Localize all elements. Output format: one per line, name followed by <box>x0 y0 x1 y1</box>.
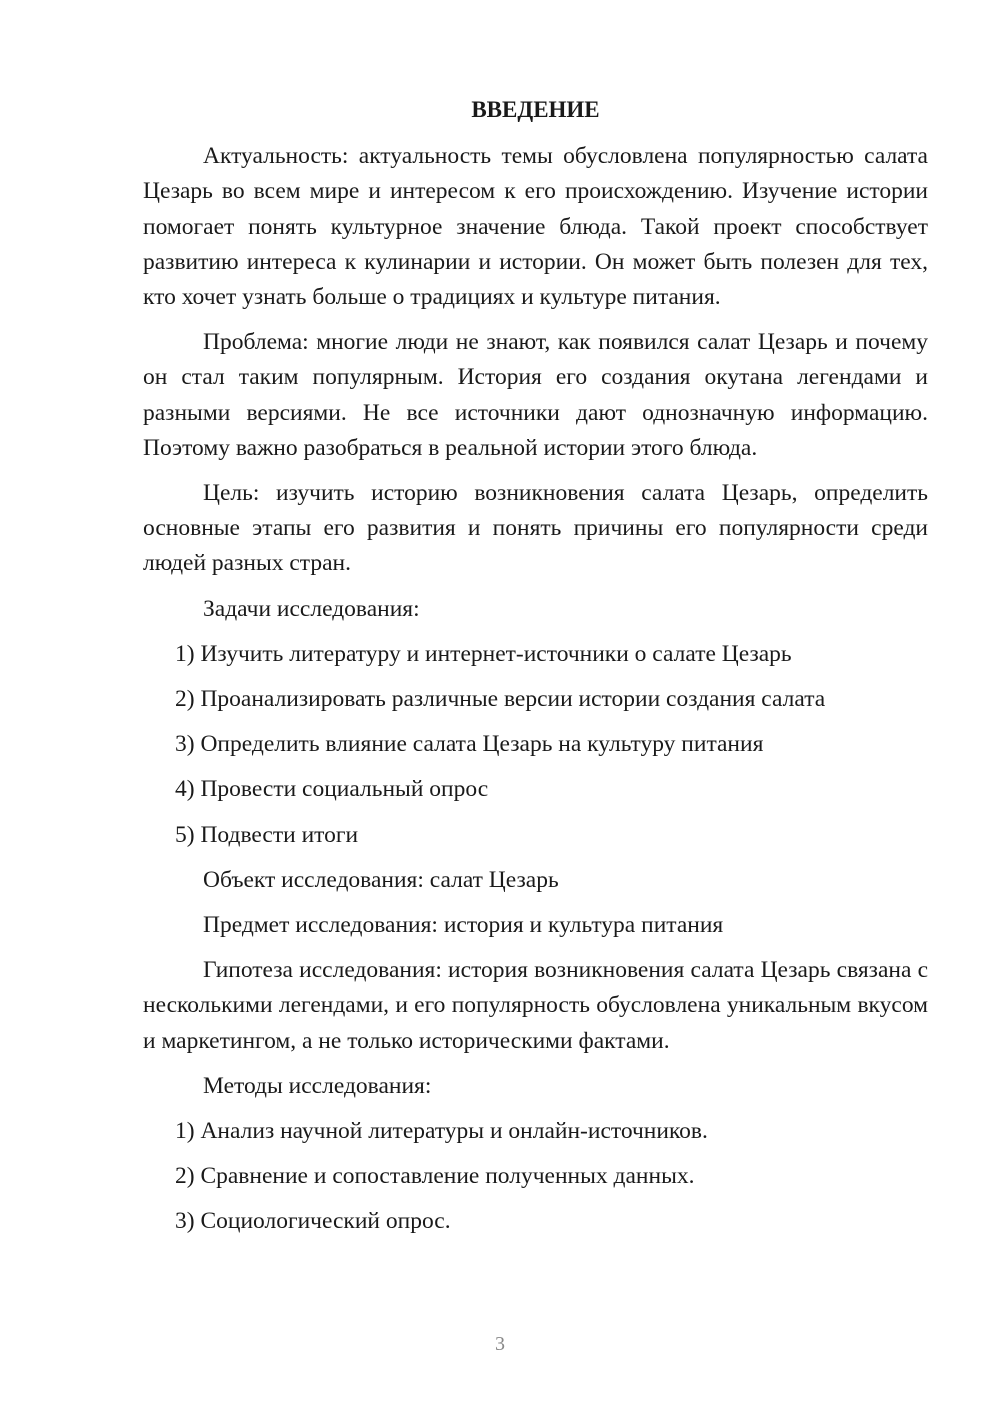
problem-paragraph: Проблема: многие люди не знают, как появился салат Цезарь и почему он стал таким популярным. История его создания окутана легендами и разными версиями. Не все источники дают однозначную информацию. Поэтому важно разобраться в реальной истории этого блюда. <box>143 329 928 461</box>
document-page <box>143 92 928 1250</box>
page-number: 3 <box>495 1333 505 1355</box>
hypothesis-paragraph: Гипотеза исследования: история возникновения салата Цезарь связана с несколькими легендами, и его популярность обусловлена уникальным вкусом и маркетингом, а не только историческими фактами. <box>143 957 928 1054</box>
relevance-paragraph: Актуальность: актуальность темы обусловлена популярностью салата Цезарь во всем мире и интересом к его происхождению. Изучение истории помогает понять культурное значение блюда. Такой проект способствует развитию интереса к кулинарии и истории. Он может быть полезен для тех, кто хочет узнать больше о традициях и культуре питания. <box>143 143 928 311</box>
tasks-heading: Задачи исследования: <box>203 595 420 622</box>
method-item-3: 3) Социологический опрос. <box>175 1208 451 1235</box>
research-subject: Предмет исследования: история и культура питания <box>203 912 724 939</box>
research-object: Объект исследования: салат Цезарь <box>203 866 559 893</box>
method-item-1: 1) Анализ научной литературы и онлайн-источников. <box>175 1118 708 1145</box>
task-item-4: 4) Провести социальный опрос <box>175 776 489 803</box>
task-item-3: 3) Определить влияние салата Цезарь на культуру питания <box>175 731 764 758</box>
task-item-1: 1) Изучить литературу и интернет-источники о салате Цезарь <box>175 640 792 667</box>
task-item-5: 5) Подвести итоги <box>175 821 359 848</box>
method-item-2: 2) Сравнение и сопоставление полученных данных. <box>175 1163 695 1190</box>
section-title: ВВЕДЕНИЕ <box>471 97 600 122</box>
goal-paragraph: Цель: изучить историю возникновения салата Цезарь, определить основные этапы его развития и понять причины его популярности среди людей разных стран. <box>143 480 928 577</box>
task-item-2: 2) Проанализировать различные версии истории создания салата <box>175 686 826 713</box>
methods-heading: Методы исследования: <box>203 1072 432 1099</box>
